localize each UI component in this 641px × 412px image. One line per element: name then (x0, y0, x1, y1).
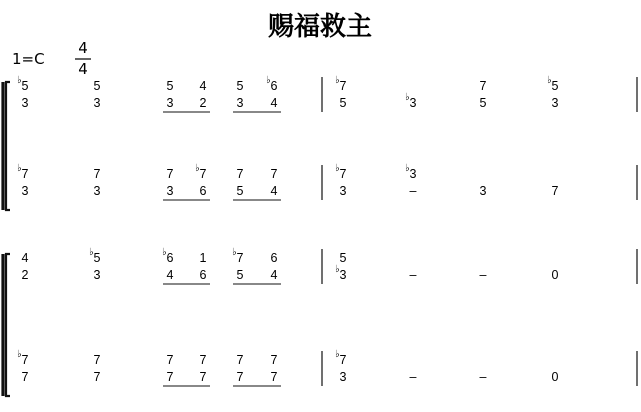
lower-note: – (409, 370, 417, 384)
upper-note: 7 (270, 167, 278, 181)
flat-sign: ♭ (335, 163, 340, 174)
upper-note: 7 (21, 353, 29, 367)
lower-note: 5 (236, 184, 244, 198)
lower-note: 6 (199, 268, 207, 282)
upper-note: 5 (93, 79, 101, 93)
upper-note: 7 (479, 79, 487, 93)
upper-note: 3 (409, 167, 417, 181)
upper-note: 7 (236, 251, 244, 265)
score-title: 赐福救主 (267, 12, 373, 42)
upper-note: 5 (236, 79, 244, 93)
upper-note: 7 (21, 167, 29, 181)
lower-note: 6 (199, 184, 207, 198)
lower-note: 3 (166, 96, 174, 110)
lower-note: 7 (551, 184, 559, 198)
upper-note: 5 (339, 251, 347, 265)
lower-note: 4 (166, 268, 174, 282)
upper-note: 7 (236, 167, 244, 181)
lower-note: 3 (93, 184, 101, 198)
upper-note: 7 (236, 353, 244, 367)
lower-note: 3 (21, 184, 29, 198)
upper-note: 5 (21, 79, 29, 93)
upper-note: 7 (199, 353, 207, 367)
upper-note: 7 (339, 353, 347, 367)
systems-layer (3, 75, 637, 396)
lower-note: 3 (93, 96, 101, 110)
lower-note: 2 (21, 268, 29, 282)
lower-note: 5 (479, 96, 487, 110)
lower-note: 3 (236, 96, 244, 110)
flat-sign: ♭ (405, 92, 410, 103)
lower-note: 3 (21, 96, 29, 110)
lower-note: 0 (551, 370, 559, 384)
upper-note: 1 (199, 251, 207, 265)
flat-sign: ♭ (335, 349, 340, 360)
flat-sign: ♭ (547, 75, 552, 86)
flat-sign: ♭ (335, 264, 340, 275)
upper-note: 5 (551, 79, 559, 93)
lower-note: 3 (339, 184, 347, 198)
lower-note: 7 (199, 370, 207, 384)
time-signature-bottom: 4 (78, 60, 88, 78)
lower-note: 7 (236, 370, 244, 384)
lower-note: 7 (21, 370, 29, 384)
lower-note: 3 (166, 184, 174, 198)
upper-note: 6 (166, 251, 174, 265)
upper-note: 4 (21, 251, 29, 265)
lower-note: 3 (339, 268, 347, 282)
flat-sign: ♭ (89, 247, 94, 258)
lower-note: – (479, 370, 487, 384)
upper-note: 7 (93, 353, 101, 367)
lower-note: 4 (270, 184, 278, 198)
upper-note: 4 (199, 79, 207, 93)
flat-sign: ♭ (162, 247, 167, 258)
lower-note: 3 (479, 184, 487, 198)
upper-note: 6 (270, 79, 278, 93)
time-signature-top: 4 (78, 39, 88, 57)
lower-note: 4 (270, 268, 278, 282)
upper-note: 7 (339, 79, 347, 93)
upper-note: 7 (93, 167, 101, 181)
upper-note: 5 (166, 79, 174, 93)
flat-sign: ♭ (17, 163, 22, 174)
lower-note: 7 (93, 370, 101, 384)
upper-note: 7 (166, 353, 174, 367)
flat-sign: ♭ (335, 75, 340, 86)
lower-note: 2 (199, 96, 207, 110)
lower-note: – (479, 268, 487, 282)
lower-note: 3 (339, 370, 347, 384)
lower-note: 3 (409, 96, 417, 110)
lower-note: 4 (270, 96, 278, 110)
upper-note: 7 (270, 353, 278, 367)
upper-note: 7 (199, 167, 207, 181)
lower-note: 0 (551, 268, 559, 282)
flat-sign: ♭ (405, 163, 410, 174)
lower-note: 5 (339, 96, 347, 110)
system-bracket (6, 82, 10, 210)
key-signature: 1=C (12, 50, 45, 68)
upper-note: 5 (93, 251, 101, 265)
flat-sign: ♭ (195, 163, 200, 174)
flat-sign: ♭ (17, 349, 22, 360)
flat-sign: ♭ (232, 247, 237, 258)
lower-note: 7 (166, 370, 174, 384)
lower-note: – (409, 268, 417, 282)
flat-sign: ♭ (17, 75, 22, 86)
lower-note: 7 (270, 370, 278, 384)
flat-sign: ♭ (266, 75, 271, 86)
lower-note: 3 (551, 96, 559, 110)
upper-note: 7 (339, 167, 347, 181)
lower-note: 5 (236, 268, 244, 282)
lower-note: 3 (93, 268, 101, 282)
upper-note: 7 (166, 167, 174, 181)
lower-note: – (409, 184, 417, 198)
upper-note: 6 (270, 251, 278, 265)
system-bracket (6, 254, 10, 396)
